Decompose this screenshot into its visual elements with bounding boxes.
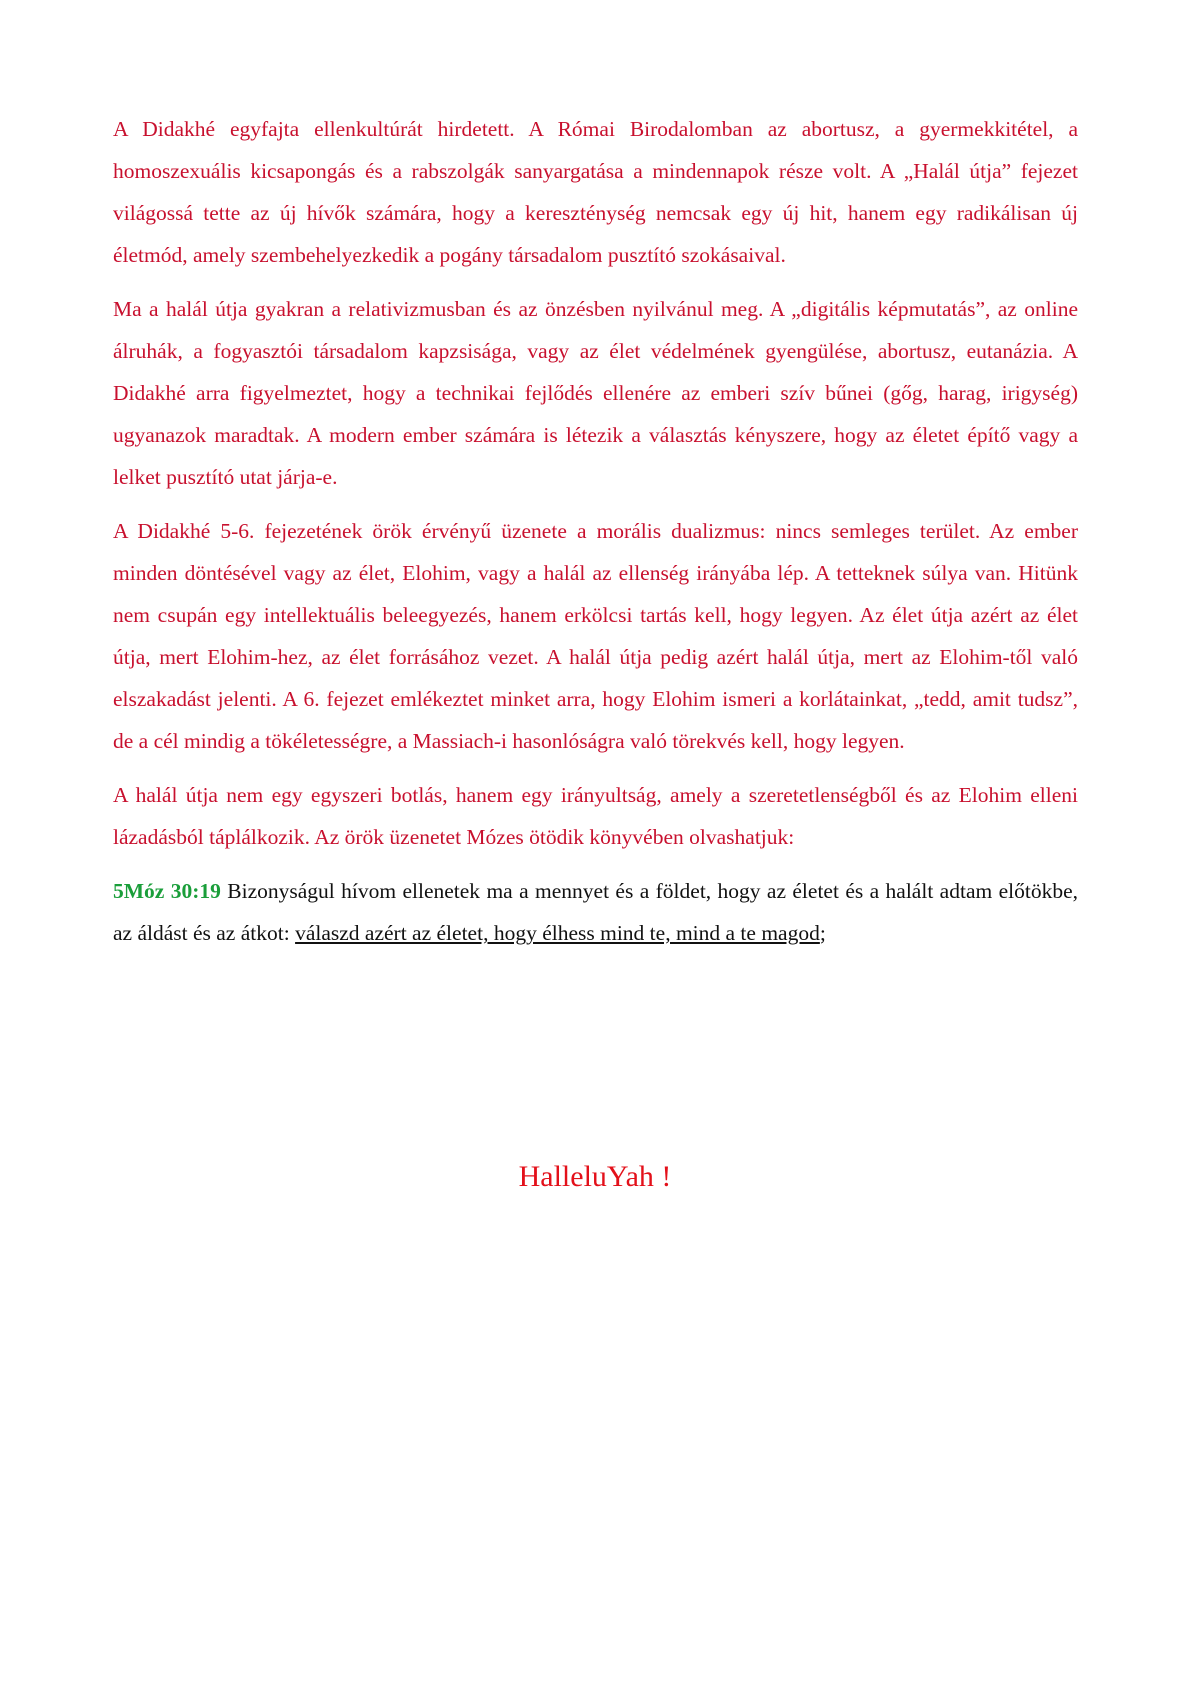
- paragraph-2: Ma a halál útja gyakran a relativizmusban és az önzésben nyilvánul meg. A „digitális képmutatás”, az online álruhák, a fogyasztói társadalom kapzsisága, vagy az élet védelmének gyengülése, abortusz, eutanázia. A Didakhé arra figyelmeztet, hogy a technikai fejlődés ellenére az emberi szív bűnei (gőg, harag, irigység) ugyanazok maradtak. A modern ember számára is létezik a választás kényszere, hogy az életet építő vagy a lelket pusztító utat járja-e.: [113, 297, 1078, 489]
- verse-underlined-text: válaszd azért az életet, hogy élhess mind te, mind a te magod: [295, 921, 820, 945]
- bible-verse: [113, 870, 1078, 954]
- paragraph-4: A halál útja nem egy egyszeri botlás, hanem egy irányultság, amely a szeretetlenségből és az Elohim elleni lázadásból táplálkozik. Az örök üzenetet Mózes ötödik könyvében olvashatjuk:: [113, 783, 1078, 849]
- document-body: [113, 108, 1078, 954]
- verse-reference: 5Móz 30:19: [113, 879, 221, 903]
- closing-halleluyah: HalleluYah !: [518, 1160, 672, 1193]
- paragraph-3: A Didakhé 5-6. fejezetének örök érvényű üzenete a morális dualizmus: nincs semleges terület. Az ember minden döntésével vagy az élet, Elohim, vagy a halál az ellenség irányába lép. A tetteknek súlya van. Hitünk nem csupán egy intellektuális beleegyezés, hanem erkölcsi tartás kell, hogy legyen. Az élet útja azért az élet útja, mert Elohim-hez, az élet forrásához vezet. A halál útja pedig azért halál útja, mert az Elohim-től való elszakadást jelenti. A 6. fejezet emlékeztet minket arra, hogy Elohim ismeri a korlátainkat, „tedd, amit tudsz”, de a cél mindig a tökéletességre, a Massiach-i hasonlóságra való törekvés kell, hogy legyen.: [113, 519, 1078, 753]
- paragraph-1: A Didakhé egyfajta ellenkultúrát hirdetett. A Római Birodalomban az abortusz, a gyermekkitétel, a homoszexuális kicsapongás és a rabszolgák sanyargatása a mindennapok része volt. A „Halál útja” fejezet világossá tette az új hívők számára, hogy a kereszténység nemcsak egy új hit, hanem egy radikálisan új életmód, amely szembehelyezkedik a pogány társadalom pusztító szokásaival.: [113, 117, 1078, 267]
- verse-text: Bizonyságul hívom ellenetek ma a mennyet és a földet, hogy az életet és a halált adtam előtökbe, az áldást és az átkot:: [113, 879, 1078, 945]
- verse-end: ;: [819, 921, 826, 945]
